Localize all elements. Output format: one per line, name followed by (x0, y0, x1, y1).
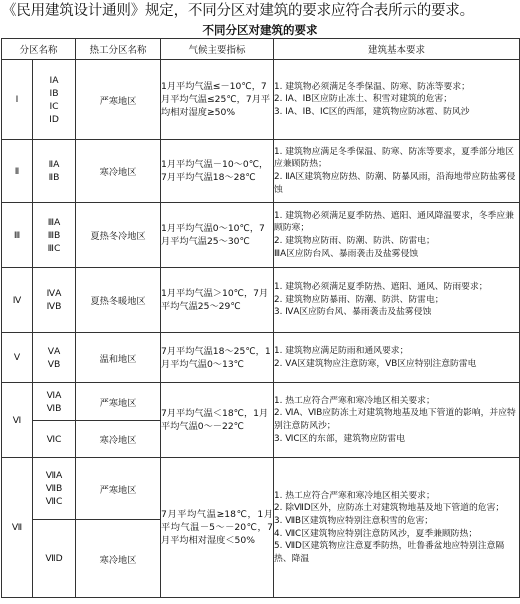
region-cell: Ⅴ (2, 333, 33, 383)
requirement-line: 2. 除ⅦD区外，应防冻土对建筑物地基及地下管道的危害； (274, 503, 505, 514)
zone-requirements-table (1, 38, 520, 598)
requirement-line: 1. 建筑物必须满足冬季保温、防寒、防冻等要求； (274, 81, 470, 92)
thermal-zone-cell: 寒冷地区 (76, 520, 161, 598)
climate-cell: 7月平均气温18～25℃，1月平均气温0～13℃ (161, 333, 274, 383)
requirements-cell (274, 458, 520, 598)
subregion-cell (33, 203, 76, 268)
climate-cell: 1月平均气温0～10℃，7月平均气温25～30℃ (161, 203, 274, 268)
region-cell: Ⅳ (2, 268, 33, 333)
subregion: ⅠA (49, 74, 59, 86)
requirement-line: 2. ⅡA区建筑物应防热、防潮、防暴风雨，沿海地带应防盐雾侵蚀 (274, 172, 516, 195)
table-row (2, 383, 520, 421)
subregion-cell (33, 520, 76, 598)
requirement-line: 2. ⅥA、ⅥB应防冻土对建筑物地基及地下管道的影响，并应特别注意防风沙； (274, 408, 516, 431)
subregion-cell (33, 421, 76, 458)
thermal-zone-cell: 严寒地区 (76, 383, 161, 421)
thermal-zone-cell: 严寒地区 (76, 458, 161, 520)
subregion: ⅥC (46, 433, 62, 445)
subregion-cell (33, 333, 76, 383)
subregion: ⅦC (45, 496, 63, 507)
requirement-line: 2. 建筑物应防雨、防潮、防洪、防雷电； (274, 236, 435, 246)
region-cell: Ⅲ (2, 203, 33, 268)
subregion-cell (33, 383, 76, 421)
region-cell: Ⅱ (2, 140, 33, 203)
subregion: ⅦA (45, 470, 63, 481)
requirement-line: 3. ⅣA区应防台风、暴雨袭击及盐雾侵蚀 (274, 307, 432, 318)
subregion: ⅠC (49, 100, 59, 112)
requirements-cell (274, 60, 520, 140)
subregion: ⅠB (49, 87, 59, 99)
intro-text: 《民用建筑设计通则》规定，不同分区对建筑的要求应符合表所示的要求。 (2, 3, 474, 19)
requirement-line: 5. ⅦD区建筑物应注意夏季防热，吐鲁番盆地应特别注意隔热、降温 (274, 541, 505, 564)
requirement-line: 2. ⅠA、ⅠB区应防止冻土、积雪对建筑的危害； (274, 94, 452, 105)
subregion: ⅢA (47, 216, 61, 228)
subregion: ⅤA (47, 345, 61, 357)
table-row (2, 268, 520, 333)
requirements-cell (274, 268, 520, 333)
climate-cell: 7月平均气温＜18℃，1月平均气温0～－22℃ (161, 383, 274, 458)
header-thermal-zone: 热工分区名称 (76, 39, 161, 60)
climate-cell: 1月平均气温＞10℃，7月平均气温25～29℃ (161, 268, 274, 333)
table-row (2, 203, 520, 268)
requirement-line: 1. 建筑物应满足冬季保温、防寒、防冻等要求，夏季部分地区应兼顾防热； (274, 146, 514, 170)
requirement-line: 2. ⅤA区建筑物应注意防寒，ⅤB区应特别注意防雷电 (274, 358, 477, 369)
requirement-line: 3. ⅥC区的东部，建筑物应防雷电 (274, 433, 406, 444)
requirement-line: ⅢA区应防台风、暴雨袭击及盐雾侵蚀 (274, 248, 419, 259)
subregion: ⅦB (45, 483, 63, 494)
table-row (2, 458, 520, 520)
subregion: ⅣA (46, 288, 62, 299)
requirements-cell (274, 140, 520, 203)
requirement-line: 4. ⅦC区建筑物应特别注意防风沙，夏季兼顾防热； (274, 528, 478, 539)
subregion-cell (33, 458, 76, 520)
header-requirements: 建筑基本要求 (274, 39, 520, 60)
region-cell: Ⅵ (2, 383, 33, 458)
requirement-line: 2. 建筑物应防暴雨、防潮、防洪、防雷电； (274, 294, 444, 305)
thermal-zone-cell: 温和地区 (76, 333, 161, 383)
header-region: 分区名称 (2, 39, 76, 60)
subregion: ⅡB (48, 172, 60, 183)
climate-cell: 1月平均气温－10～0℃，7月平均气温18～28℃ (161, 140, 274, 203)
requirement-line: 1. 建筑物应满足防雨和通风要求； (274, 345, 409, 356)
requirement-line: 1. 热工应符合严寒和寒冷地区相关要求； (274, 490, 435, 501)
subregion-cell (33, 140, 76, 203)
thermal-zone-cell: 严寒地区 (76, 60, 161, 140)
requirement-line: 3. ⅠA、ⅠB、ⅠC区的西部，建筑物应防冰雹、防风沙 (274, 106, 470, 117)
subregion: ⅥA (46, 389, 62, 401)
region-cell: Ⅰ (2, 60, 33, 140)
header-climate: 气候主要指标 (161, 39, 274, 60)
subregion: ⅤB (47, 358, 61, 370)
thermal-zone-cell: 寒冷地区 (76, 421, 161, 458)
climate-cell: 7月平均气温≥18℃，1月平均气温－5～－20℃，7月平均相对湿度＜50% (161, 458, 274, 598)
thermal-zone-cell: 夏热冬暖地区 (76, 268, 161, 333)
subregion: ⅦD (45, 553, 63, 564)
table-caption: 不同分区对建筑的要求 (202, 23, 318, 37)
climate-cell: 1月平均气温≤－10℃，7月平均气温≤25℃，7月平均相对湿度≥50% (161, 60, 274, 140)
region-cell: Ⅶ (2, 458, 33, 598)
thermal-zone-cell: 寒冷地区 (76, 140, 161, 203)
table-row (2, 140, 520, 203)
subregion: ⅢC (47, 242, 61, 254)
subregion: ⅡA (48, 159, 60, 170)
subregion: ⅣB (46, 301, 62, 312)
subregion: ⅥB (46, 402, 62, 414)
subregion: ⅢB (47, 229, 61, 241)
subregion-cell (33, 268, 76, 333)
thermal-zone-cell: 夏热冬冷地区 (76, 203, 161, 268)
requirement-line: 1. 热工应符合严寒和寒冷地区相关要求； (274, 395, 435, 406)
requirement-line: 3. ⅦB区建筑物应特别注意积雪的危害； (274, 515, 434, 526)
requirements-cell (274, 333, 520, 383)
table-header-row (2, 39, 520, 60)
requirement-line: 1. 建筑物必须满足夏季防热、遮阳、通风降温要求，冬季应兼顾防寒； (274, 210, 514, 234)
table-row (2, 333, 520, 383)
subregion-cell (33, 60, 76, 140)
subregion: ⅠD (49, 113, 59, 125)
requirement-line: 1. 建筑物必须满足夏季防热、遮阳、通风、防雨要求； (274, 282, 488, 293)
requirements-cell (274, 203, 520, 268)
requirements-cell (274, 383, 520, 458)
table-row (2, 60, 520, 140)
